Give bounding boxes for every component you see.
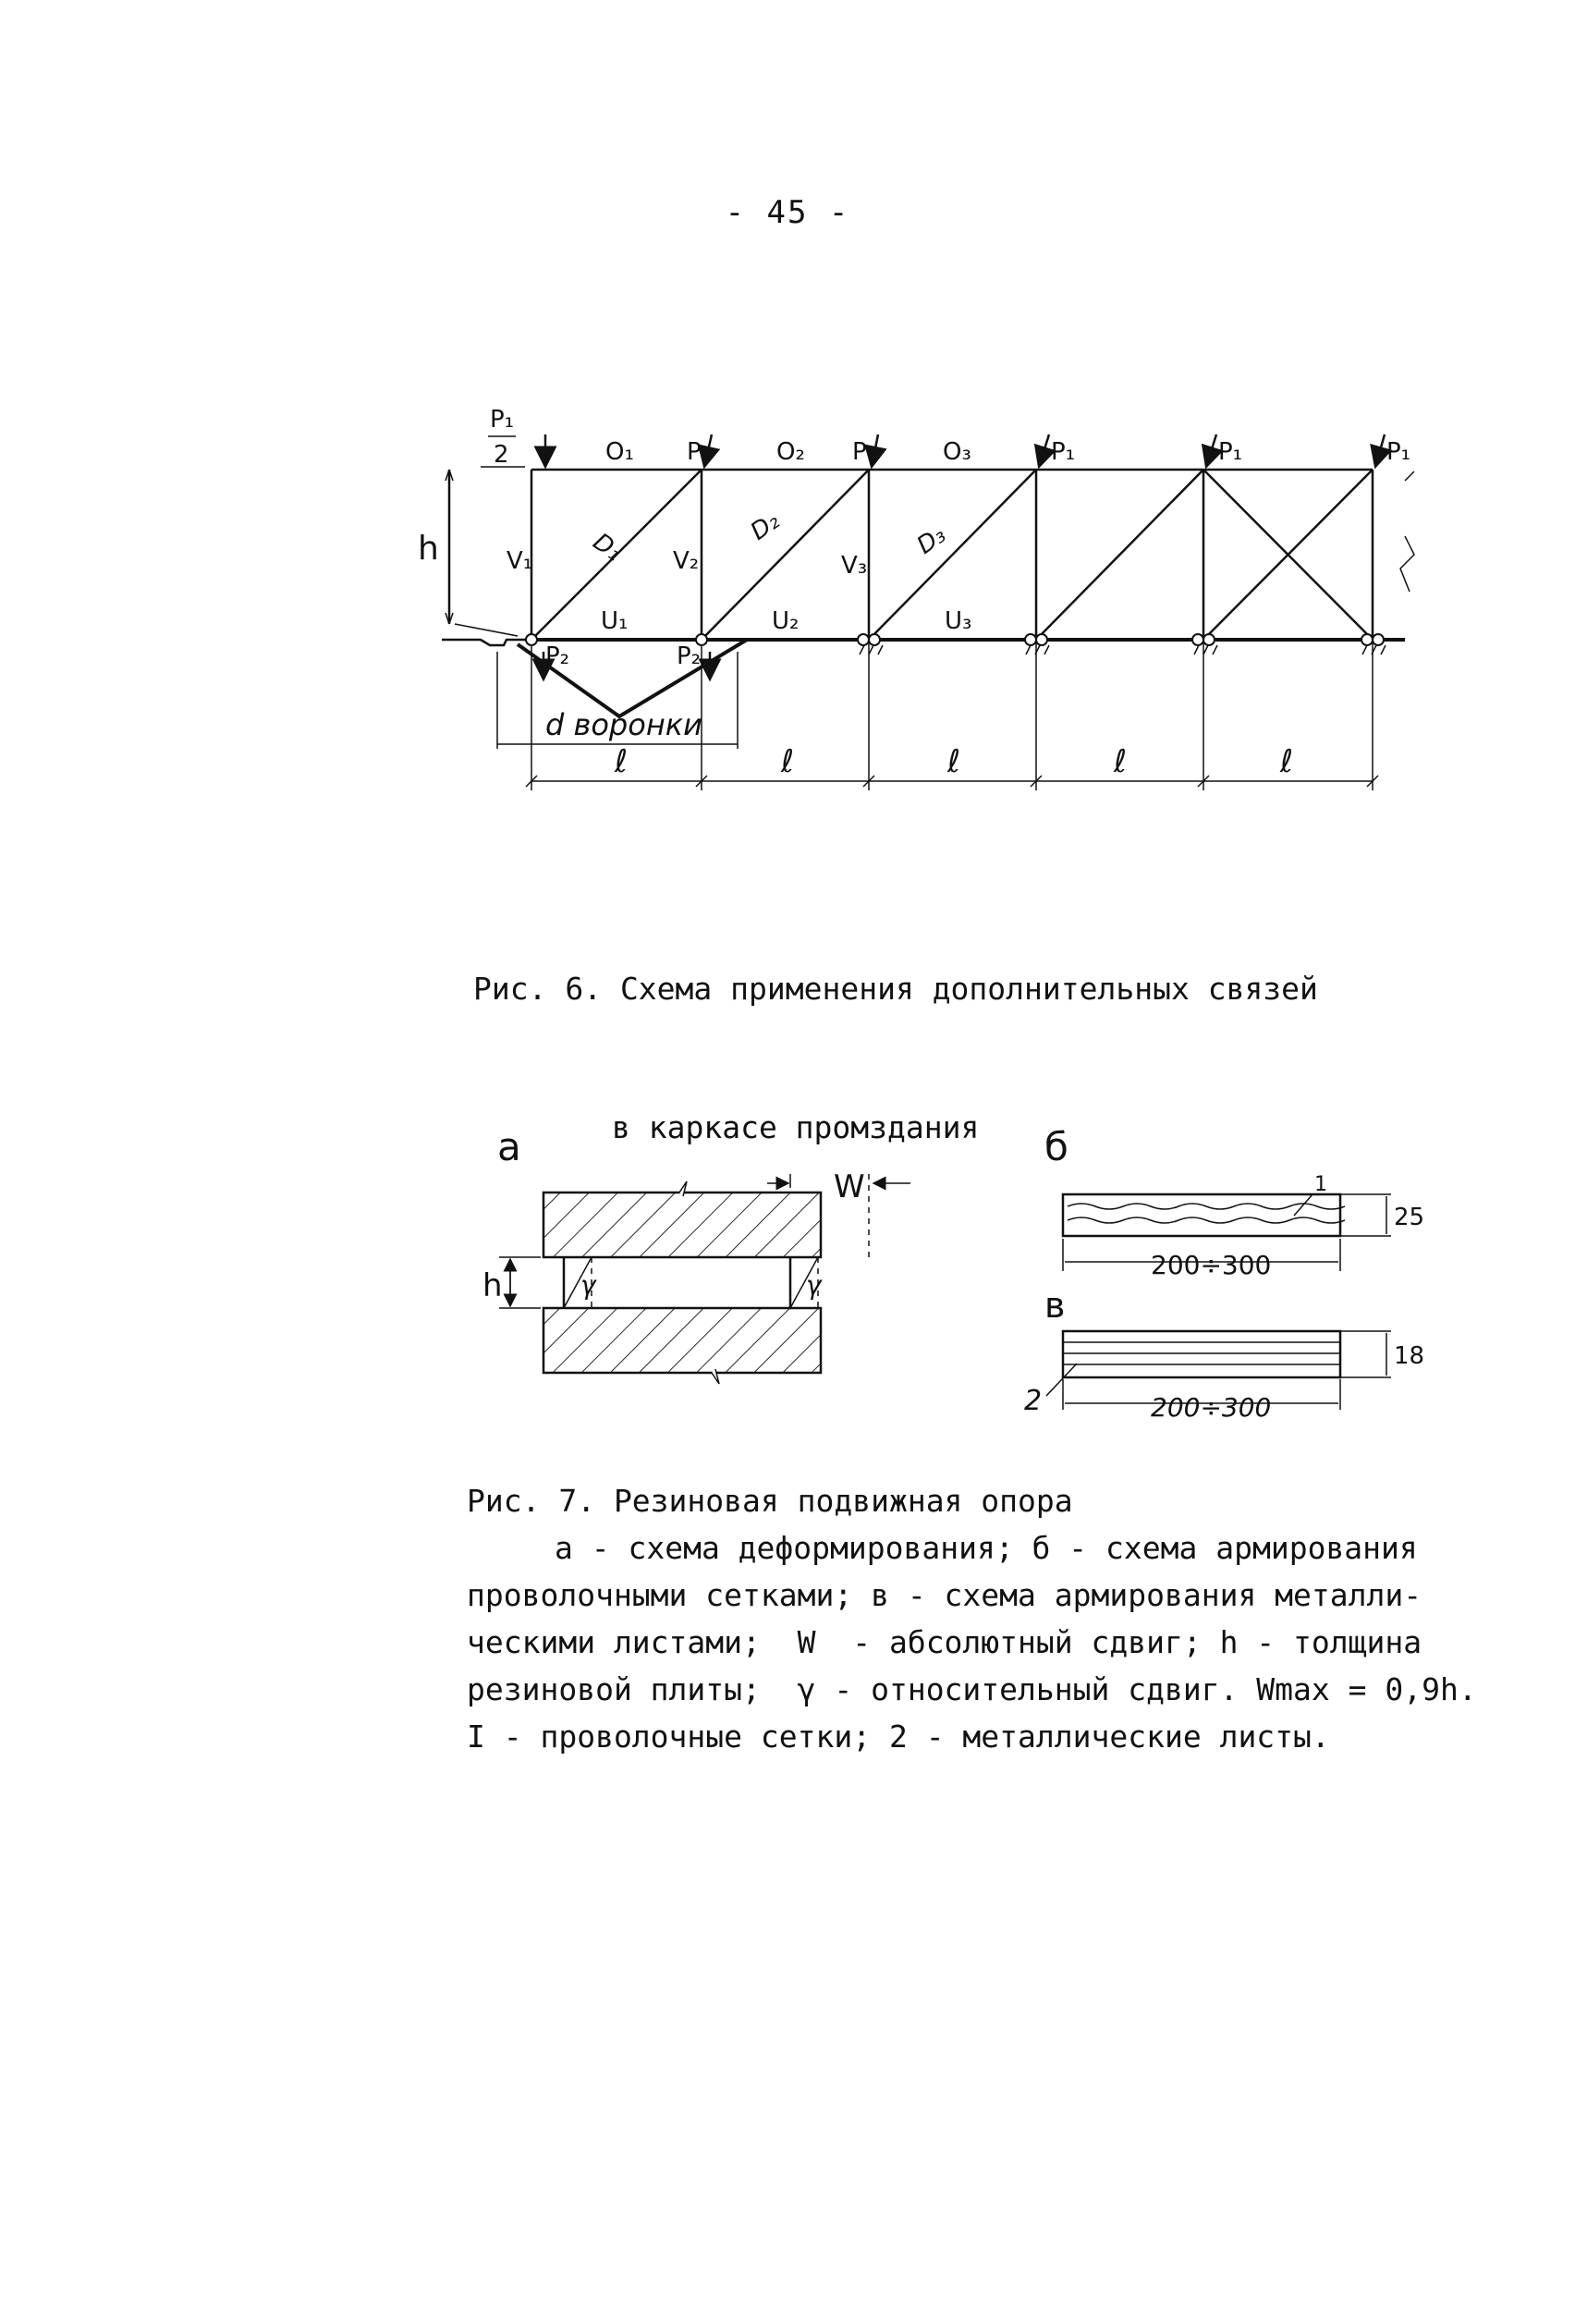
- figure-7-caption-line: I - проволочные сетки; 2 - металлические листы.: [467, 1719, 1330, 1755]
- load-p2: P₂: [677, 642, 702, 670]
- length-dimension-v: 200÷300: [1151, 1392, 1272, 1423]
- dimension-18: 18: [1394, 1342, 1425, 1370]
- load-p1: P₁: [1051, 438, 1076, 466]
- gamma-label: γ: [580, 1270, 596, 1301]
- figure-7-caption-line: а - схема деформирования; б - схема армирования: [555, 1530, 1418, 1566]
- span-label: ℓ: [947, 743, 961, 780]
- load-p2: P₂: [545, 642, 570, 670]
- span-label: ℓ: [781, 743, 795, 780]
- dimension-25: 25: [1394, 1204, 1425, 1231]
- figure-7-caption-title: Рис. 7. Резиновая подвижная опора: [467, 1483, 1073, 1519]
- top-chord-o1: O₁: [605, 438, 634, 466]
- callout-2: 2: [1024, 1385, 1043, 1417]
- figure-7-caption: [467, 1477, 1477, 1760]
- diagonal-d2: D₂: [745, 507, 785, 546]
- top-chord-o2: O₂: [776, 438, 805, 466]
- load-p1-half-numerator: P₁: [490, 406, 515, 434]
- vertical-v3: V₃: [841, 552, 868, 580]
- diagonal-d1: D₁: [587, 528, 628, 568]
- load-p1-half-denominator: 2: [494, 441, 509, 469]
- length-dimension-b: 200÷300: [1151, 1250, 1272, 1280]
- load-p1: P₁: [687, 438, 712, 466]
- figure-6-truss-diagram: [0, 0, 1575, 832]
- span-label: ℓ: [1114, 743, 1128, 780]
- bottom-chord-u3: U₃: [945, 607, 972, 635]
- figure-7-caption-line: проволочными сетками; в - схема армирования металли-: [467, 1577, 1422, 1613]
- figure-6-caption-line-1: Рис. 6. Схема применения дополнительных связей: [473, 971, 1318, 1007]
- vertical-v1: V₁: [507, 547, 533, 575]
- panel-a-label: а: [497, 1124, 521, 1169]
- load-p1: P₁: [852, 438, 877, 466]
- figure-7-caption-line: ческими листами; W - абсолютный сдвиг; h - толщина: [467, 1624, 1422, 1660]
- span-label: ℓ: [615, 743, 629, 780]
- panel-v-label: в: [1044, 1285, 1066, 1326]
- figure-6-caption-line-2: в каркасе промздания: [612, 1109, 980, 1145]
- crater-diameter-label: d воронки: [545, 707, 702, 742]
- diagonal-d3: D₃: [911, 520, 951, 560]
- vertical-v2: V₂: [673, 547, 700, 575]
- bottom-chord-u1: U₁: [601, 607, 629, 635]
- callout-1: 1: [1314, 1173, 1327, 1196]
- page-number: - 45 -: [725, 194, 850, 231]
- load-p1: P₁: [1386, 438, 1411, 466]
- panel-b-label: б: [1044, 1124, 1068, 1169]
- shear-w-label: W: [834, 1168, 865, 1205]
- figure-7-caption-line: резиновой плиты; γ - относительный сдвиг. Wmax = 0,9h.: [467, 1671, 1477, 1707]
- height-label: h: [418, 530, 439, 568]
- gamma-label: γ: [806, 1270, 822, 1301]
- load-p1: P₁: [1218, 438, 1243, 466]
- height-h-label: h: [482, 1267, 503, 1304]
- top-chord-o3: O₃: [943, 438, 971, 466]
- bottom-chord-u2: U₂: [772, 607, 800, 635]
- span-label: ℓ: [1280, 743, 1294, 780]
